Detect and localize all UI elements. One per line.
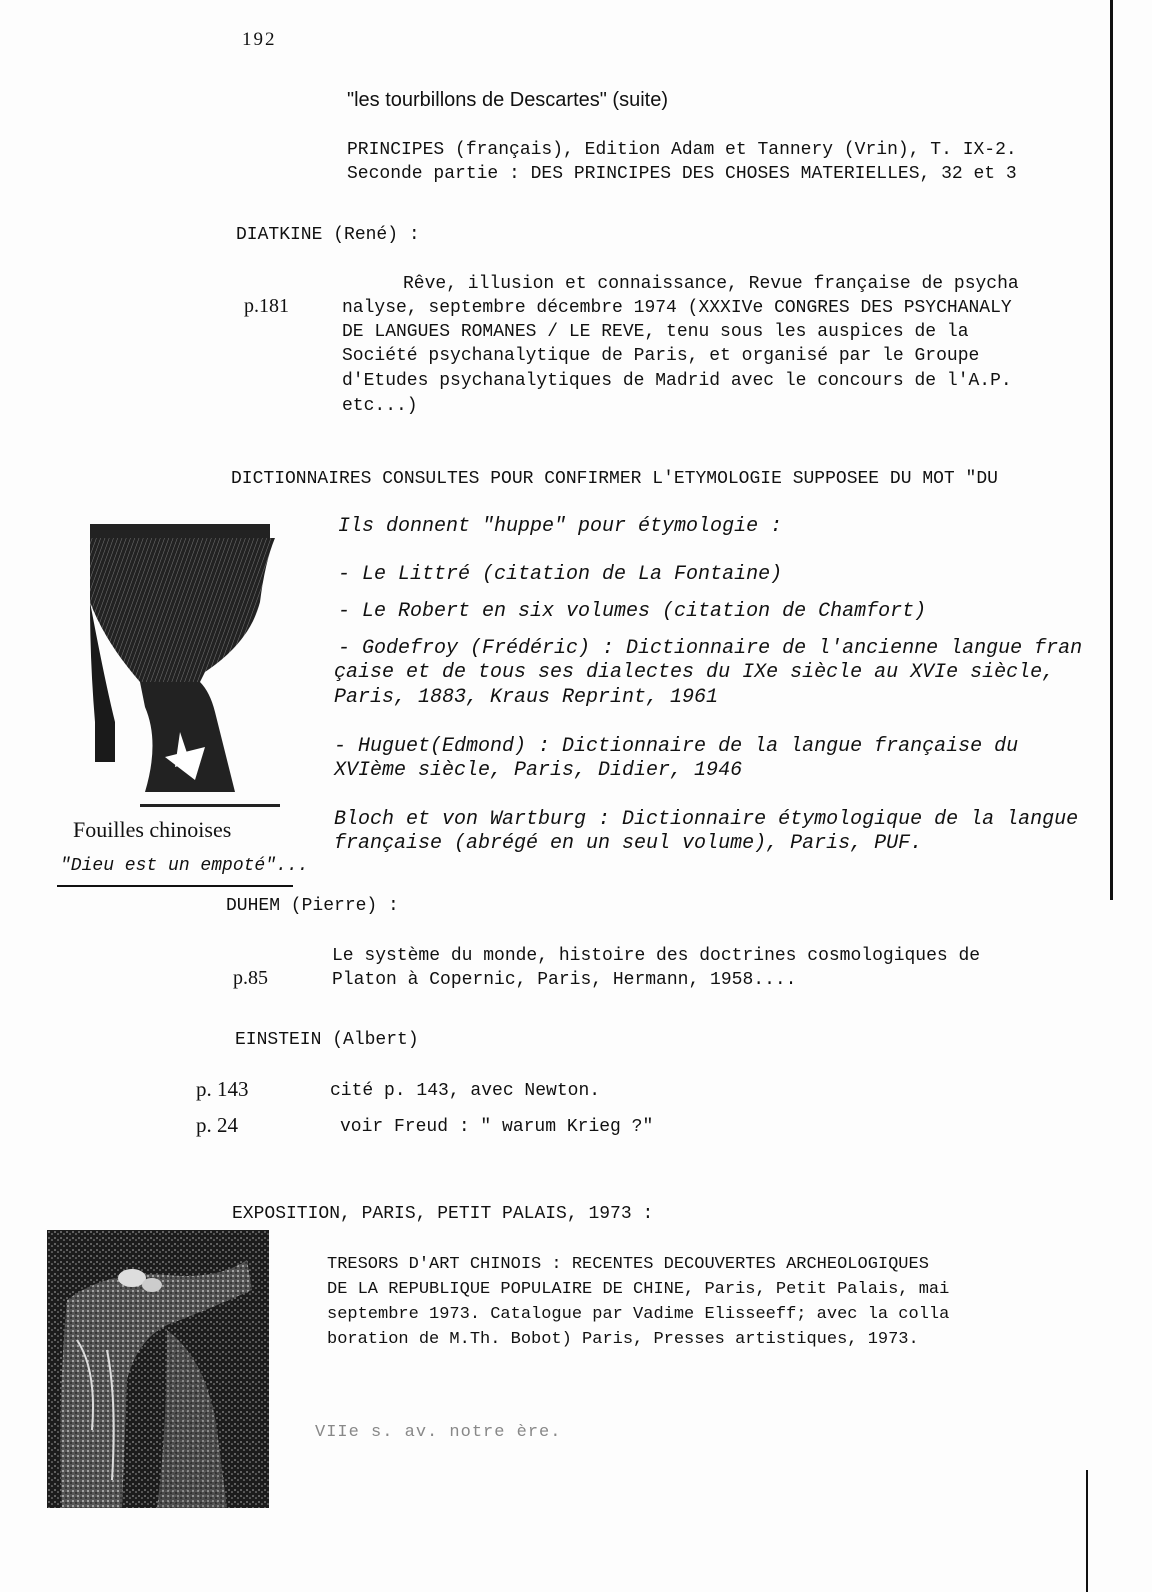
diatkine-line-6: etc...) <box>342 396 418 416</box>
exposition-heading: EXPOSITION, PARIS, PETIT PALAIS, 1973 : <box>232 1204 654 1224</box>
dict-line-6: Paris, 1883, Kraus Reprint, 1961 <box>334 686 719 709</box>
diatkine-page-ref: p.181 <box>244 295 289 317</box>
descartes-line-2: Seconde partie : DES PRINCIPES DES CHOSES MATERIELLES, 32 et 3 <box>347 164 1017 184</box>
figure1-subcaption: "Dieu est un empoté"... <box>60 856 309 876</box>
exposition-line-1: TRESORS D'ART CHINOIS : RECENTES DECOUVERTES ARCHEOLOGIQUES <box>327 1255 929 1274</box>
bronze-artifact-illustration <box>47 1230 272 1510</box>
diatkine-line-2: nalyse, septembre décembre 1974 (XXXIVe CONGRES DES PSYCHANALY <box>342 298 1012 318</box>
duhem-page-ref: p.85 <box>233 967 268 989</box>
dict-line-8: XVIème siècle, Paris, Didier, 1946 <box>334 759 743 782</box>
dict-line-10: française (abrégé en un seul volume), Paris, PUF. <box>334 832 923 855</box>
figure1-underline <box>57 885 293 887</box>
descartes-heading: "les tourbillons de Descartes" (suite) <box>347 89 668 111</box>
exposition-line-2: DE LA REPUBLIQUE POPULAIRE DE CHINE, Paris, Petit Palais, mai <box>327 1280 950 1299</box>
diatkine-line-5: d'Etudes psychanalytiques de Madrid avec le concours de l'A.P. <box>342 371 1012 391</box>
einstein-entry-2: voir Freud : " warum Krieg ?" <box>340 1117 654 1137</box>
exposition-faded-line: VIIe s. av. notre ère. <box>315 1423 562 1442</box>
page-number: 192 <box>242 29 277 50</box>
dict-line-3: - Le Robert en six volumes (citation de Chamfort) <box>338 600 927 623</box>
dict-line-2: - Le Littré (citation de La Fontaine) <box>338 563 783 586</box>
dictionnaires-heading: DICTIONNAIRES CONSULTES POUR CONFIRMER L'ETYMOLOGIE SUPPOSEE DU MOT "DU <box>231 469 998 489</box>
exposition-line-3: septembre 1973. Catalogue par Vadime Elisseeff; avec la colla <box>327 1305 950 1324</box>
einstein-author: EINSTEIN (Albert) <box>235 1030 419 1050</box>
duhem-author: DUHEM (Pierre) : <box>226 896 399 916</box>
einstein-page-ref-1: p. 143 <box>196 1077 249 1101</box>
diatkine-line-3: DE LANGUES ROMANES / LE REVE, tenu sous les auspices de la <box>342 322 969 342</box>
exposition-line-4: boration de M.Th. Bobot) Paris, Presses artistiques, 1973. <box>327 1330 919 1349</box>
dict-line-7: - Huguet(Edmond) : Dictionnaire de la langue française du <box>334 735 1019 758</box>
dict-line-5: çaise et de tous ses dialectes du IXe siècle au XVIe siècle, <box>334 661 1055 684</box>
figure1-caption: Fouilles chinoises <box>73 817 232 842</box>
dict-line-4: - Godefroy (Frédéric) : Dictionnaire de l'ancienne langue fran <box>338 637 1083 660</box>
diatkine-line-1: Rêve, illusion et connaissance, Revue française de psycha <box>403 274 1019 294</box>
einstein-entry-1: cité p. 143, avec Newton. <box>330 1081 601 1101</box>
duhem-line-2: Platon à Copernic, Paris, Hermann, 1958.... <box>332 970 797 990</box>
descartes-line-1: PRINCIPES (français), Edition Adam et Tannery (Vrin), T. IX-2. <box>347 140 1017 160</box>
dict-line-1: Ils donnent "huppe" pour étymologie : <box>338 515 783 538</box>
duhem-line-1: Le système du monde, histoire des doctrines cosmologiques de <box>332 946 981 966</box>
einstein-page-ref-2: p. 24 <box>196 1113 238 1137</box>
dict-line-9: Bloch et von Wartburg : Dictionnaire étymologique de la langue <box>334 808 1079 831</box>
right-margin-line <box>1110 0 1113 900</box>
vessel-illustration <box>85 522 285 812</box>
diatkine-author: DIATKINE (René) : <box>236 225 420 245</box>
right-margin-line-lower <box>1086 1470 1088 1592</box>
diatkine-line-4: Société psychanalytique de Paris, et organisé par le Groupe <box>342 346 980 366</box>
